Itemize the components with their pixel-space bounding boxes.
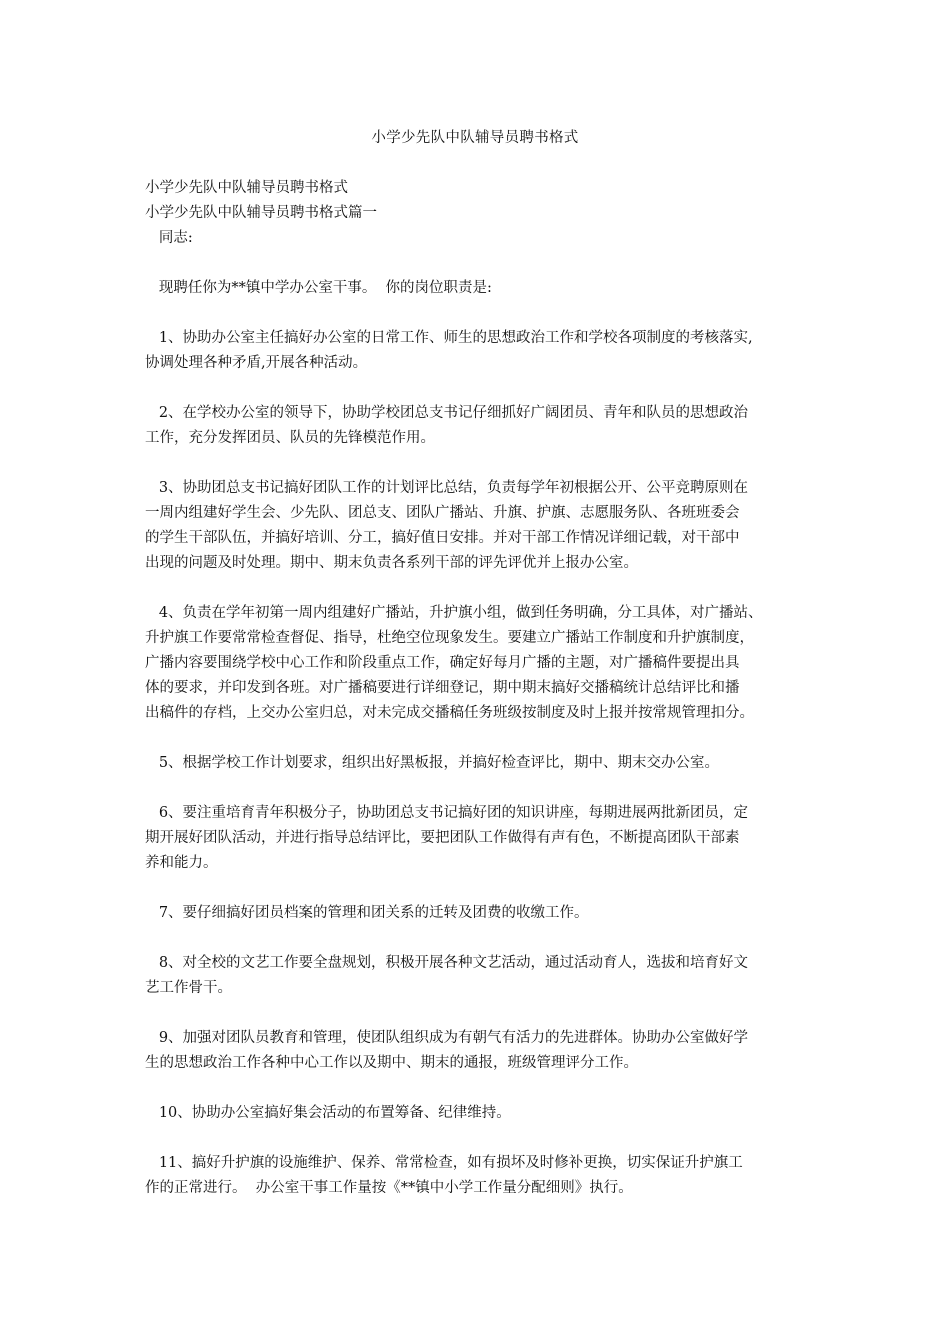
heading-1: 小学少先队中队辅导员聘书格式 [145,180,348,196]
spacer [145,1001,817,1026]
heading-2: 小学少先队中队辅导员聘书格式篇一 [145,205,377,221]
duty-item-3 [145,476,817,576]
duty-item-4 [145,601,817,726]
duty-line: 艺工作骨干。 [145,980,232,996]
duty-line: 养和能力。 [145,855,218,871]
spacer [145,251,817,276]
spacer [145,376,817,401]
duty-item-2 [145,401,817,451]
duty-line: 体的要求，并印发到各班。对广播稿要进行详细登记，期中期末搞好交播稿统计总结评比和播 [145,680,740,696]
duty-line: 升护旗工作要常常检查督促、指导，杜绝空位现象发生。要建立广播站工作制度和升护旗制度， [145,630,754,646]
spacer [145,451,817,476]
spacer [145,926,817,951]
spacer [145,576,817,601]
duty-item-9 [145,1026,817,1076]
duty-line: 9、加强对团队员教育和管理，使团队组织成为有朝气有活力的先进群体。协助办公室做好学 [145,1030,749,1046]
duty-line: 2、在学校办公室的领导下，协助学校团总支书记仔细抓好广阔团员、青年和队员的思想政治 [145,405,749,421]
duty-item-5 [145,751,817,776]
duty-line: 10、协助办公室搞好集会活动的布置筹备、纪律维持。 [145,1105,511,1121]
duty-line: 作的正常进行。 办公室干事工作量按《**镇中小学工作量分配细则》执行。 [145,1180,633,1196]
duty-item-11 [145,1151,817,1201]
document-title: 小学少先队中队辅导员聘书格式 [371,130,579,146]
spacer [145,776,817,801]
duty-item-10 [145,1101,817,1126]
duty-item-8 [145,951,817,1001]
duty-line: 工作，充分发挥团员、队员的先锋模范作用。 [145,430,435,446]
duty-line: 出现的问题及时处理。期中、期末负责各系列干部的评先评优并上报办公室。 [145,555,638,571]
duty-line: 4、负责在学年初第一周内组建好广播站，升护旗小组，做到任务明确，分工具体，对广播站、 [145,605,763,621]
duty-line: 生的思想政治工作各种中心工作以及期中、期末的通报，班级管理评分工作。 [145,1055,638,1071]
duty-line: 3、协助团总支书记搞好团队工作的计划评比总结，负责每学年初根据公开、公平竞聘原则在 [145,480,749,496]
spacer [145,726,817,751]
duty-line: 7、要仔细搞好团员档案的管理和团关系的迁转及团费的收缴工作。 [145,905,589,921]
spacer [145,301,817,326]
spacer [145,1076,817,1101]
duty-item-6 [145,801,817,876]
duty-line: 6、要注重培育青年积极分子，协助团总支书记搞好团的知识讲座，每期进展两批新团员，定 [145,805,749,821]
spacer [145,1126,817,1151]
salutation: 同志: [145,230,193,246]
duty-line: 的学生干部队伍，并搞好培训、分工，搞好值日安排。并对干部工作情况详细记载，对干部中 [145,530,740,546]
duty-line: 期开展好团队活动，并进行指导总结评比，要把团队工作做得有声有色，不断提高团队干部素 [145,830,740,846]
duty-line: 11、搞好升护旗的设施维护、保养、常常检查，如有损坏及时修补更换，切实保证升护旗工 [145,1155,743,1171]
duty-line: 协调处理各种矛盾,开展各种活动。 [145,355,368,371]
duty-line: 出稿件的存档，上交办公室归总，对未完成交播稿任务班级按制度及时上报并按常规管理扣分。 [145,705,754,721]
duty-item-1 [145,326,817,376]
duty-line: 1、协助办公室主任搞好办公室的日常工作、师生的思想政治工作和学校各项制度的考核落实, [145,330,753,346]
duty-line: 广播内容要围绕学校中心工作和阶段重点工作，确定好每月广播的主题，对广播稿件要提出具 [145,655,740,671]
duty-item-7 [145,901,817,926]
intro-line: 现聘任你为**镇中学办公室干事。 你的岗位职责是: [145,280,492,296]
document-body [145,176,817,1201]
spacer [145,876,817,901]
duty-line: 5、根据学校工作计划要求，组织出好黑板报，并搞好检查评比，期中、期末交办公室。 [145,755,720,771]
duty-line: 8、对全校的文艺工作要全盘规划，积极开展各种文艺活动，通过活动育人，选拔和培育好文 [145,955,749,971]
duty-line: 一周内组建好学生会、少先队、团总支、团队广播站、升旗、护旗、志愿服务队、各班班委会 [145,505,740,521]
